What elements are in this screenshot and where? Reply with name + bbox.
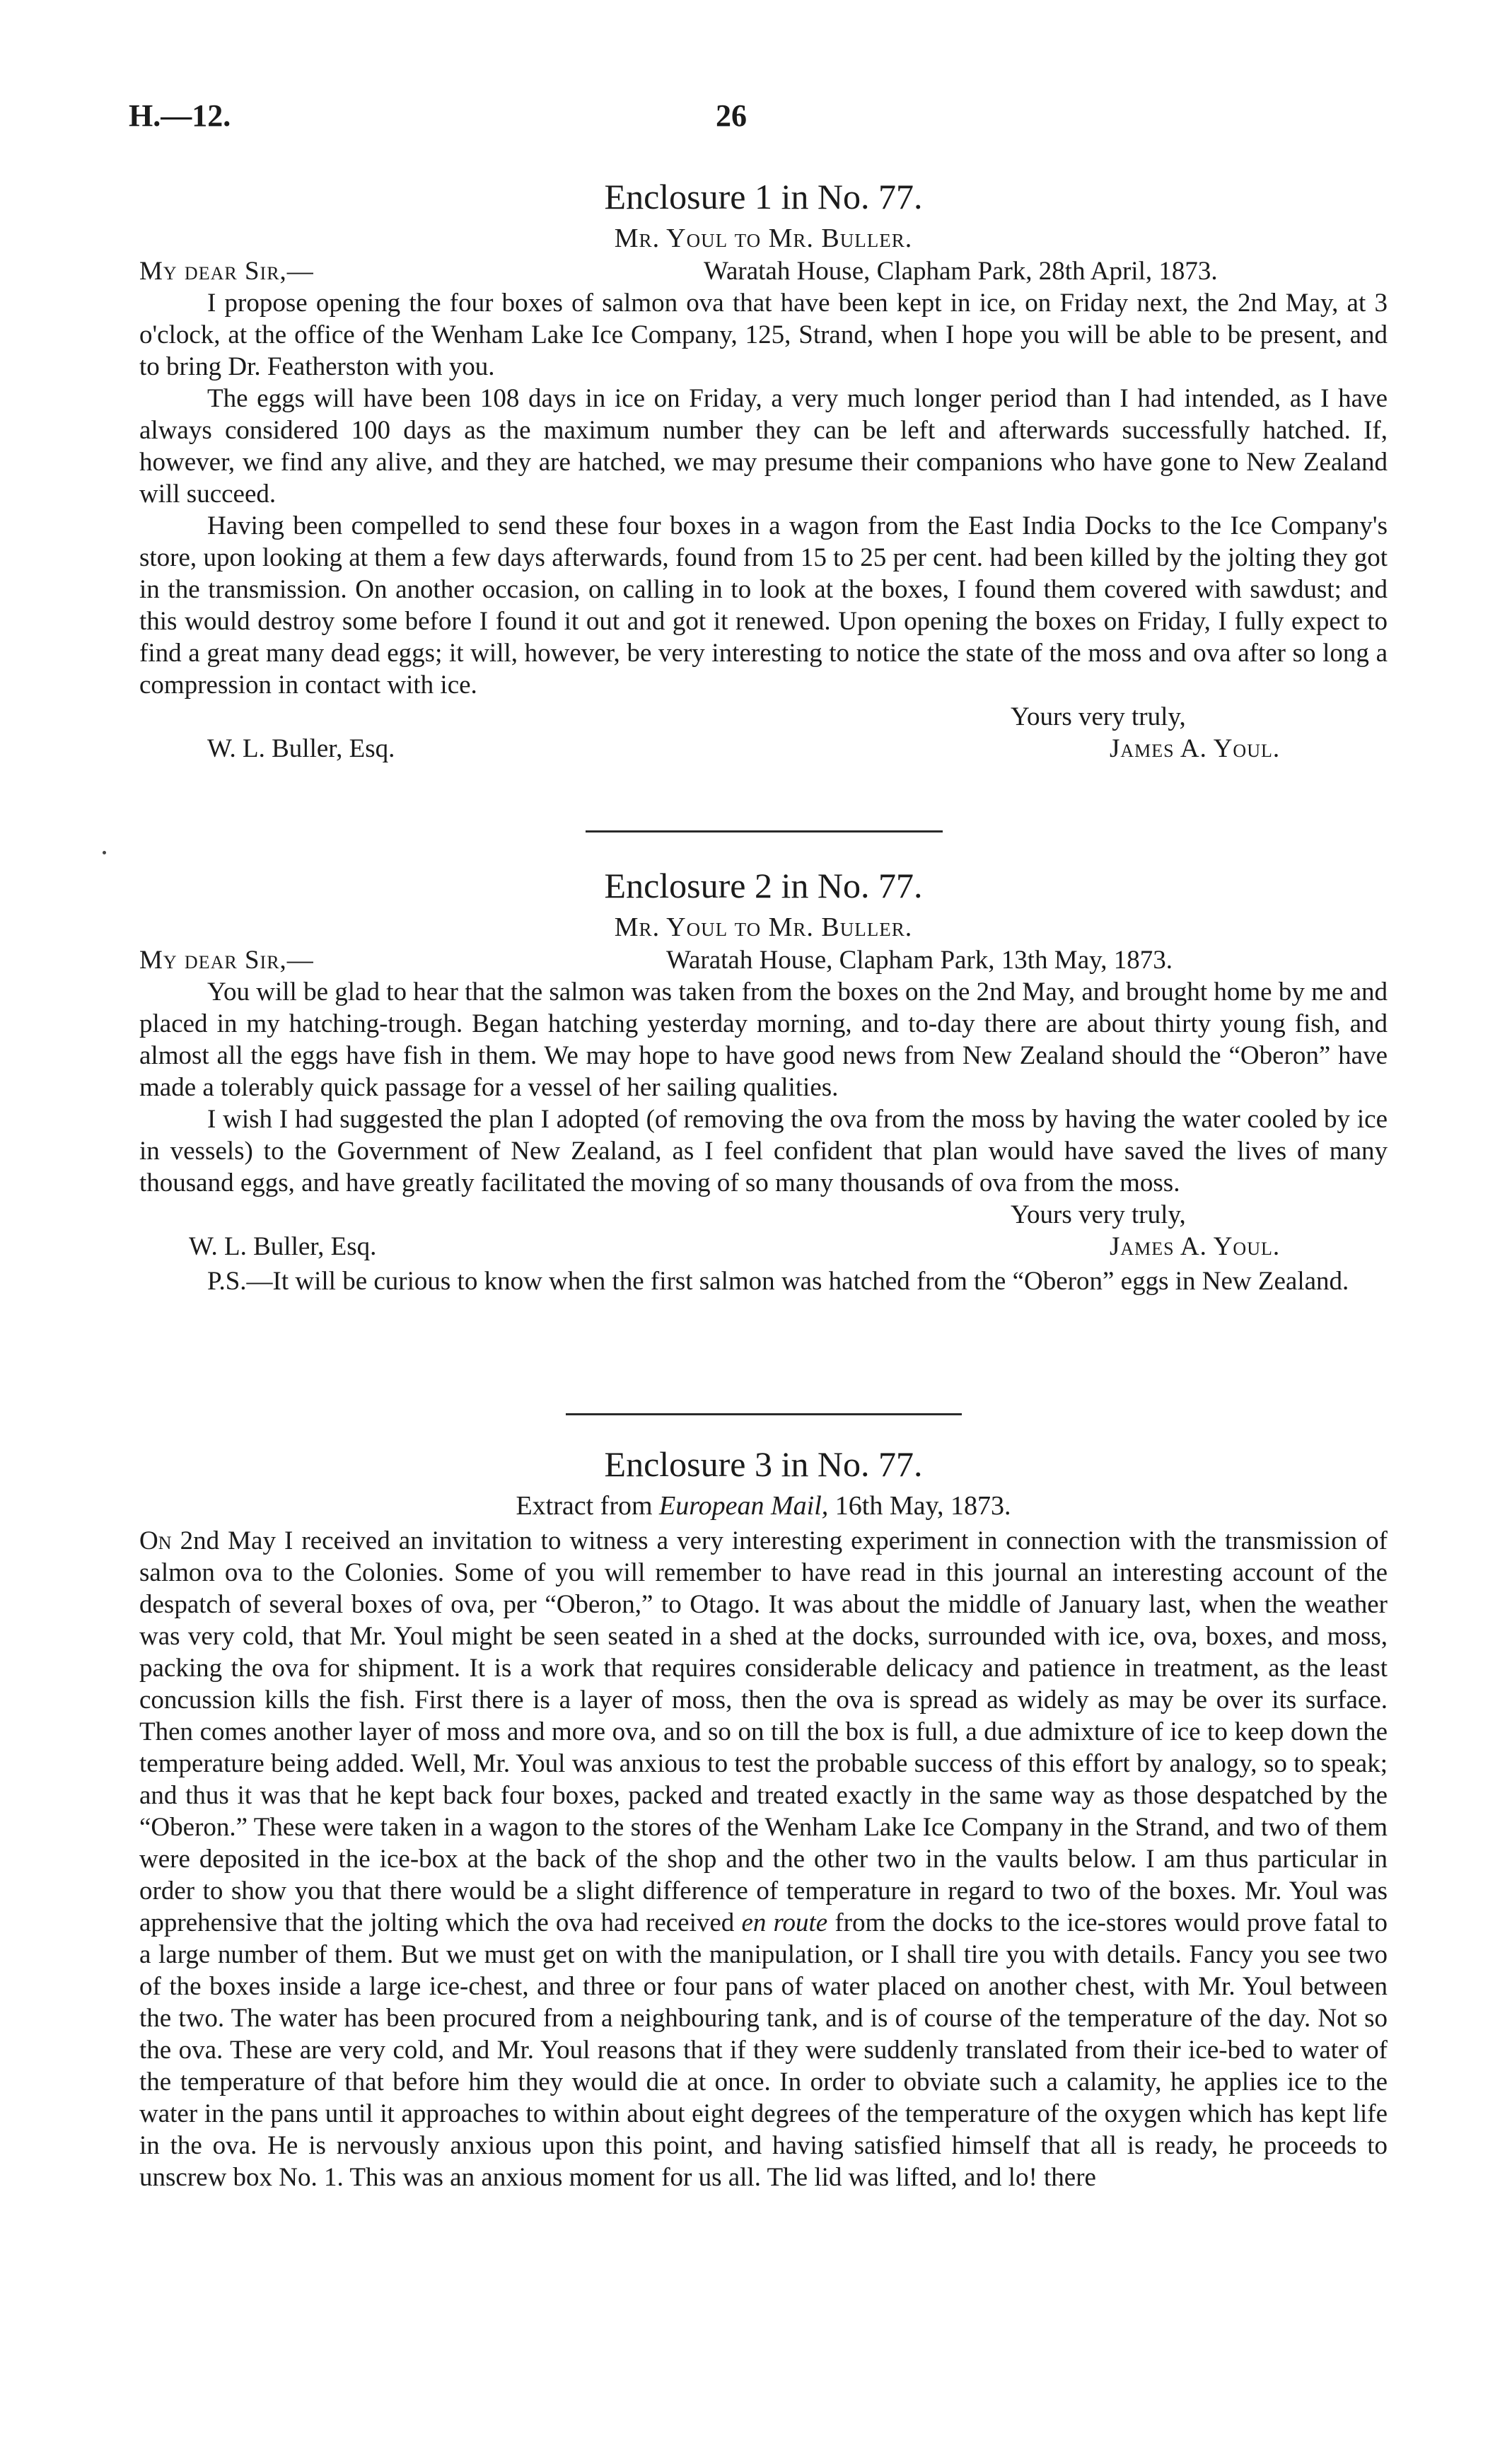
- enclosure-3-first-word: On: [139, 1526, 172, 1555]
- enclosure-1-from: Mr. Youl: [614, 224, 728, 253]
- enclosure-3-subtitle-prefix: Extract from: [516, 1491, 653, 1521]
- enclosure-2-closing: Yours very truly,: [1011, 1200, 1186, 1229]
- enclosure-2-addressee: W. L. Buller, Esq.: [189, 1232, 377, 1261]
- enclosure-3-title: Enclosure 3 in No. 77.: [604, 1444, 923, 1484]
- enclosure-2-title: Enclosure 2 in No. 77.: [604, 866, 923, 905]
- enclosure-3-publication: European Mail,: [659, 1491, 829, 1521]
- enclosure-3-body-part-2: from the docks to the ice-stores would prove fatal to a large number of them. But we must get on with the manipulation, or I shall tire you with details. Fancy you see two of the boxes inside a large ice-chest, and three or four pans of water placed on another chest, with Mr. Youl between the two. The water has been procured from a neighbouring tank, and is of course of the temperature of the day. Not so the ova. These are very cold, and Mr. Youl reasons that if they were suddenly translated from their ice-bed to water of the temperature of that before him they would die at once. In order to obviate such a calamity, he applies ice to the water in the pans until it approaches to within about eight degrees of the temperature of the oxygen which has kept life in the ova. He is nervously anxious upon this point, and having satisfied himself that all is ready, he proceeds to unscrew box No. 1. This was an anxious moment for us all. The lid was lifted, and lo! there: [139, 1908, 1388, 2192]
- page-number: 26: [716, 98, 747, 133]
- enclosure-3: [139, 1443, 1388, 2193]
- enclosure-1-addressee: W. L. Buller, Esq.: [207, 734, 395, 763]
- enclosure-1-closing-row: [139, 701, 1388, 733]
- series-number: H.—12.: [129, 98, 231, 133]
- enclosure-3-date: 16th May, 1873.: [834, 1491, 1011, 1521]
- enclosure-1-paragraph: Having been compelled to send these four boxes in a wagon from the East India Docks to the Ice Company's store, upon looking at them a few days afterwards, found from 15 to 25 per cent. had been killed by the jolting they got in the transmission. On another occasion, on calling in to look at the boxes, I found them covered with sawdust; and this would destroy some before I found it out and got it renewed. Upon opening the boxes on Friday, I fully expect to find a great many dead eggs; it will, however, be very interesting to notice the state of the moss and ova after so long a compression in contact with ice.: [139, 511, 1388, 700]
- enclosure-2-heading-row: [139, 945, 1388, 976]
- enclosure-3-subtitle: [139, 1490, 1388, 1522]
- section-divider: [566, 1413, 962, 1415]
- enclosure-1-heading-row: [139, 256, 1388, 287]
- enclosure-1-closing: Yours very truly,: [1011, 702, 1186, 731]
- enclosure-2-subtitle: [139, 911, 1388, 944]
- enclosure-2-from: Mr. Youl: [614, 912, 728, 942]
- enclosure-1-paragraph: I propose opening the four boxes of salmon ova that have been kept in ice, on Friday next, the 2nd May, at 3 o'clock, at the office of the Wenham Lake Ice Company, 125, Strand, when I hope you will be able to be present, and to bring Dr. Featherston with you.: [139, 289, 1388, 381]
- enclosure-2-address-date: Waratah House, Clapham Park, 13th May, 1873.: [666, 946, 1173, 975]
- enclosure-2-closing-row: [139, 1199, 1388, 1231]
- enclosure-1-subtitle: [139, 222, 1388, 255]
- section-divider: [586, 830, 943, 833]
- enclosure-2-to: to Mr. Buller.: [734, 912, 913, 942]
- enclosure-3-body-italic: en route: [741, 1908, 828, 1937]
- enclosure-1-address-date: Waratah House, Clapham Park, 28th April, 1873.: [704, 257, 1218, 286]
- enclosure-1-paragraph: The eggs will have been 108 days in ice on Friday, a very much longer period than I had intended, as I have always considered 100 days as the maximum number they can be left and afterwards successfully hatched. If, however, we find any alive, and they are hatched, we may presume their companions who have gone to New Zealand will succeed.: [139, 384, 1388, 509]
- enclosure-2-signature-row: [139, 1231, 1388, 1263]
- enclosure-1: [139, 175, 1388, 765]
- enclosure-1-signature-row: [139, 733, 1388, 765]
- enclosure-2-postscript: P.S.—It will be curious to know when the first salmon was hatched from the “Oberon” eggs in New Zealand.: [207, 1267, 1349, 1296]
- enclosure-2-signature: James A. Youl.: [1110, 1232, 1281, 1261]
- enclosure-3-body: [139, 1525, 1388, 2193]
- enclosure-1-signature: James A. Youl.: [1110, 734, 1281, 763]
- enclosure-2-paragraph: You will be glad to hear that the salmon was taken from the boxes on the 2nd May, and brought home by me and placed in my hatching-trough. Began hatching yesterday morning, and to-day there are about thirty young fish, and almost all the eggs have fish in them. We may hope to have good news from New Zealand should the “Oberon” have made a tolerably quick passage for a vessel of her sailing qualities.: [139, 978, 1388, 1102]
- enclosure-2-salutation: My dear Sir,—: [139, 946, 314, 975]
- enclosure-1-salutation: My dear Sir,—: [139, 257, 314, 286]
- enclosure-1-title: Enclosure 1 in No. 77.: [604, 177, 923, 216]
- page-speck: [103, 851, 106, 854]
- enclosure-2: [139, 864, 1388, 1297]
- enclosure-2-paragraph: I wish I had suggested the plan I adopted (of removing the ova from the moss by having the water cooled by ice in vessels) to the Government of New Zealand, as I feel confident that plan would have saved the lives of many thousand eggs, and have greatly facilitated the moving of so many thousands of ova from the moss.: [139, 1105, 1388, 1197]
- enclosure-1-to: to Mr. Buller.: [734, 224, 913, 253]
- enclosure-3-body-part-1: 2nd May I received an invitation to witness a very interesting experiment in connection with the transmission of salmon ova to the Colonies. Some of you will remember to have read in this journal an interesting account of the despatch of several boxes of ova, per “Oberon,” to Otago. It was about the middle of January last, when the weather was very cold, that Mr. Youl might be seen seated in a shed at the docks, surrounded with ice, ova, boxes, and moss, packing the ova for shipment. It is a work that requires considerable delicacy and patience in treatment, as the least concussion kills the fish. First there is a layer of moss, then the ova is spread as widely as may be over its surface. Then comes another layer of moss and more ova, and so on till the box is full, a due admixture of ice to keep down the temperature being added. Well, Mr. Youl was anxious to test the probable success of this effort by analogy, so to speak; and thus it was that he kept back four boxes, packed and treated exactly in the same way as those despatched by the “Oberon.” These were taken in a wagon to the stores of the Wenham Lake Ice Company in the Strand, and two of them were deposited in the ice-box at the back of the shop and the other two in the vaults below. I am thus particular in order to show you that there would be a slight difference of temperature in regard to two of the boxes. Mr. Youl was apprehensive that the jolting which the ova had received: [139, 1526, 1388, 1937]
